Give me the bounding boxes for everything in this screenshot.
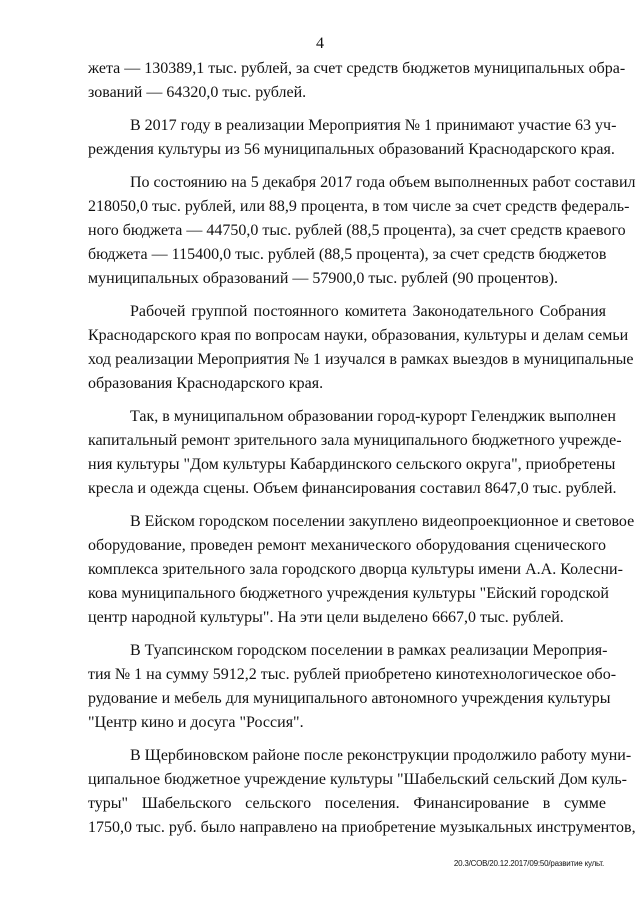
text-line: Рабочей группой постоянного комитета Законодательного Собрания xyxy=(130,303,606,320)
text-line: В Ейском городском поселении закуплено видеопроекционное и световое xyxy=(130,513,635,530)
text-line: В 2017 году в реализации Мероприятия № 1 принимают участие 63 уч- xyxy=(130,117,617,134)
paragraph xyxy=(88,300,634,396)
text-line: тия № 1 на сумму 5912,2 тыс. рублей приобретено кинотехнологическое обо- xyxy=(88,666,617,683)
text-line: зований — 64320,0 тыс. рублей. xyxy=(88,84,307,101)
text-line: рудование и мебель для муниципального автономного учреждения культуры xyxy=(88,690,611,707)
text-line: 218050,0 тыс. рублей, или 88,9 процента, в том числе за счет средств федераль- xyxy=(88,198,630,215)
text-line: ния культуры "Дом культуры Кабардинского сельского округа", приобретены xyxy=(88,456,616,473)
text-line: 1750,0 тыс. руб. было направлено на приобретение музыкальных инструментов, xyxy=(88,819,636,836)
text-line: В Туапсинском городском поселении в рамках реализации Мероприя- xyxy=(130,642,608,659)
text-line: Так, в муниципальном образовании город-курорт Геленджик выполнен xyxy=(130,408,616,425)
text-line: оборудование, проведен ремонт механического оборудования сценического xyxy=(88,537,606,554)
paragraph xyxy=(88,510,635,630)
text-line: "Центр кино и досуга "Россия". xyxy=(88,714,304,731)
document-footer-code: 20.3/СОВ/20.12.2017/09:50/развитие культ. xyxy=(453,859,604,868)
text-line: жета — 130389,1 тыс. рублей, за счет средств бюджетов муниципальных обра- xyxy=(88,60,626,77)
text-line: кова муниципального бюджетного учреждения культуры "Ейский городской xyxy=(88,585,609,602)
text-line: реждения культуры из 56 муниципальных образований Краснодарского края. xyxy=(88,141,615,158)
text-line: образования Краснодарского края. xyxy=(88,375,324,392)
text-line: муниципальных образований — 57900,0 тыс. рублей (90 процентов). xyxy=(88,270,558,287)
text-line: кресла и одежда сцены. Объем финансирования составил 8647,0 тыс. рублей. xyxy=(88,480,617,497)
text-line: центр народной культуры". На эти цели выделено 6667,0 тыс. рублей. xyxy=(88,609,564,626)
text-line: По состоянию на 5 декабря 2017 года объем выполненных работ составил xyxy=(130,174,636,191)
text-line: бюджета — 115400,0 тыс. рублей (88,5 процента), за счет средств бюджетов xyxy=(88,246,607,263)
text-line: комплекса зрительного зала городского дворца культуры имени А.А. Колесни- xyxy=(88,561,623,578)
text-line: В Щербиновском районе после реконструкции продолжило работу муни- xyxy=(130,747,632,764)
text-line: Краснодарского края по вопросам науки, образования, культуры и делам семьи xyxy=(88,327,629,344)
text-line: ход реализации Мероприятия № 1 изучался в рамках выездов в муниципальные xyxy=(88,351,634,368)
paragraph xyxy=(88,744,636,840)
text-line: ципальное бюджетное учреждение культуры "Шабельский сельский Дом куль- xyxy=(88,771,627,788)
text-line: ного бюджета — 44750,0 тыс. рублей (88,5 процента), за счет средств краевого xyxy=(88,222,626,239)
paragraph xyxy=(88,57,626,105)
paragraph xyxy=(88,405,622,501)
text-line: туры" Шабельского сельского поселения. Финансирование в сумме xyxy=(88,795,606,812)
text-line: капитальный ремонт зрительного зала муниципального бюджетного учрежде- xyxy=(88,432,622,449)
page-number: 4 xyxy=(316,35,324,52)
paragraph xyxy=(88,639,617,735)
document-body xyxy=(88,57,636,849)
paragraph xyxy=(88,171,636,291)
paragraph xyxy=(88,114,617,162)
